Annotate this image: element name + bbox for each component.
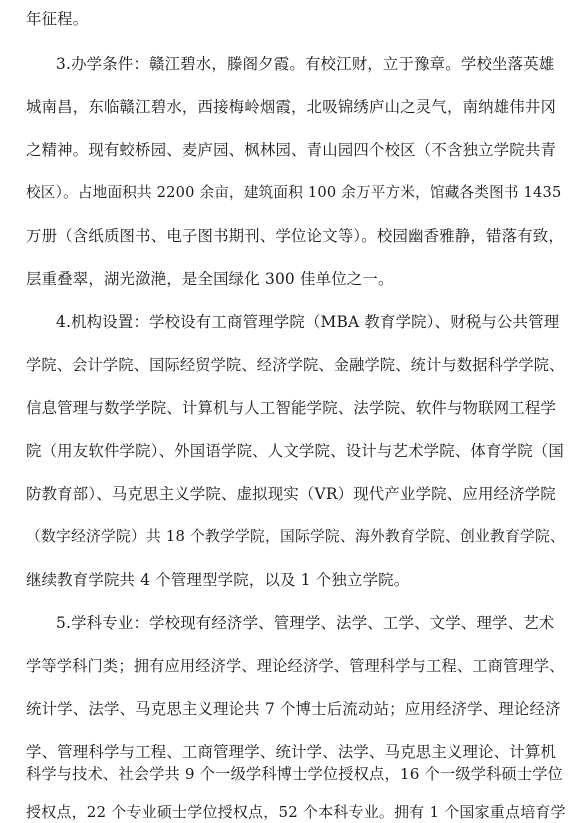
text-line: 学等学科门类；拥有应用经济学、理论经济学、管理科学与工程、工商管理学、 — [26, 657, 565, 675]
text-line: 继续教育学院共 4 个管理型学院，以及 1 个独立学院。 — [26, 571, 410, 589]
text-line: 统计学、法学、马克思主义理论共 7 个博士后流动站；应用经济学、理论经济 — [26, 700, 561, 718]
text-line: 学院、会计学院、国际经贸学院、经济学院、金融学院、统计与数据科学学院、 — [26, 356, 565, 374]
text-line: 学、管理科学与工程、工商管理学、统计学、法学、马克思主义理论、计算机 — [26, 743, 557, 761]
text-line: 层重叠翠，湖光潋滟，是全国绿化 300 佳单位之一。 — [26, 270, 394, 288]
text-line: 城南昌，东临赣江碧水，西接梅岭烟霞，北吸锦绣庐山之灵气，南纳雄伟井冈 — [26, 98, 557, 116]
text-line: 信息管理与数学学院、计算机与人工智能学院、法学院、软件与物联网工程学 — [26, 399, 557, 417]
text-line: 科学与技术、社会学共 9 个一级学科博士学位授权点，16 个一级学科硕士学位 — [26, 765, 564, 783]
text-line: 万册（含纸质图书、电子图书期刊、学位论文等）。校园幽香雅静，错落有致， — [26, 227, 564, 245]
text-line: 防教育部）、马克思主义学院、虚拟现实（VR）现代产业学院、应用经济学院 — [26, 485, 556, 503]
text-line: 年征程。 — [26, 10, 89, 28]
text-line: 院（用友软件学院）、外国语学院、人文学院、设计与艺术学院、体育学院（国 — [26, 442, 564, 460]
paragraph-heading-line: 5.学科专业：学校现有经济学、管理学、法学、工学、文学、理学、艺术 — [56, 614, 555, 632]
text-line: 之精神。现有蛟桥园、麦庐园、枫林园、青山园四个校区（不含独立学院共青 — [26, 141, 557, 159]
text-line: 校区）。占地面积共 2200 余亩，建筑面积 100 余万平方米，馆藏各类图书 1435 — [26, 184, 562, 201]
text-line: （数字经济学院）共 18 个教学学院，国际学院、海外教育学院、创业教育学院、 — [26, 528, 565, 545]
text-line-partial: 授权点，22 个专业硕士学位授权点，52 个本科专业。拥有 1 个国家重点培育学 — [26, 803, 566, 821]
paragraph-heading-line: 4.机构设置：学校设有工商管理学院（MBA 教育学院）、财税与公共管理 — [56, 313, 560, 331]
paragraph-heading-line: 3.办学条件：赣江碧水，滕阁夕霞。有校江财，立于豫章。学校坐落英雄 — [56, 55, 555, 73]
